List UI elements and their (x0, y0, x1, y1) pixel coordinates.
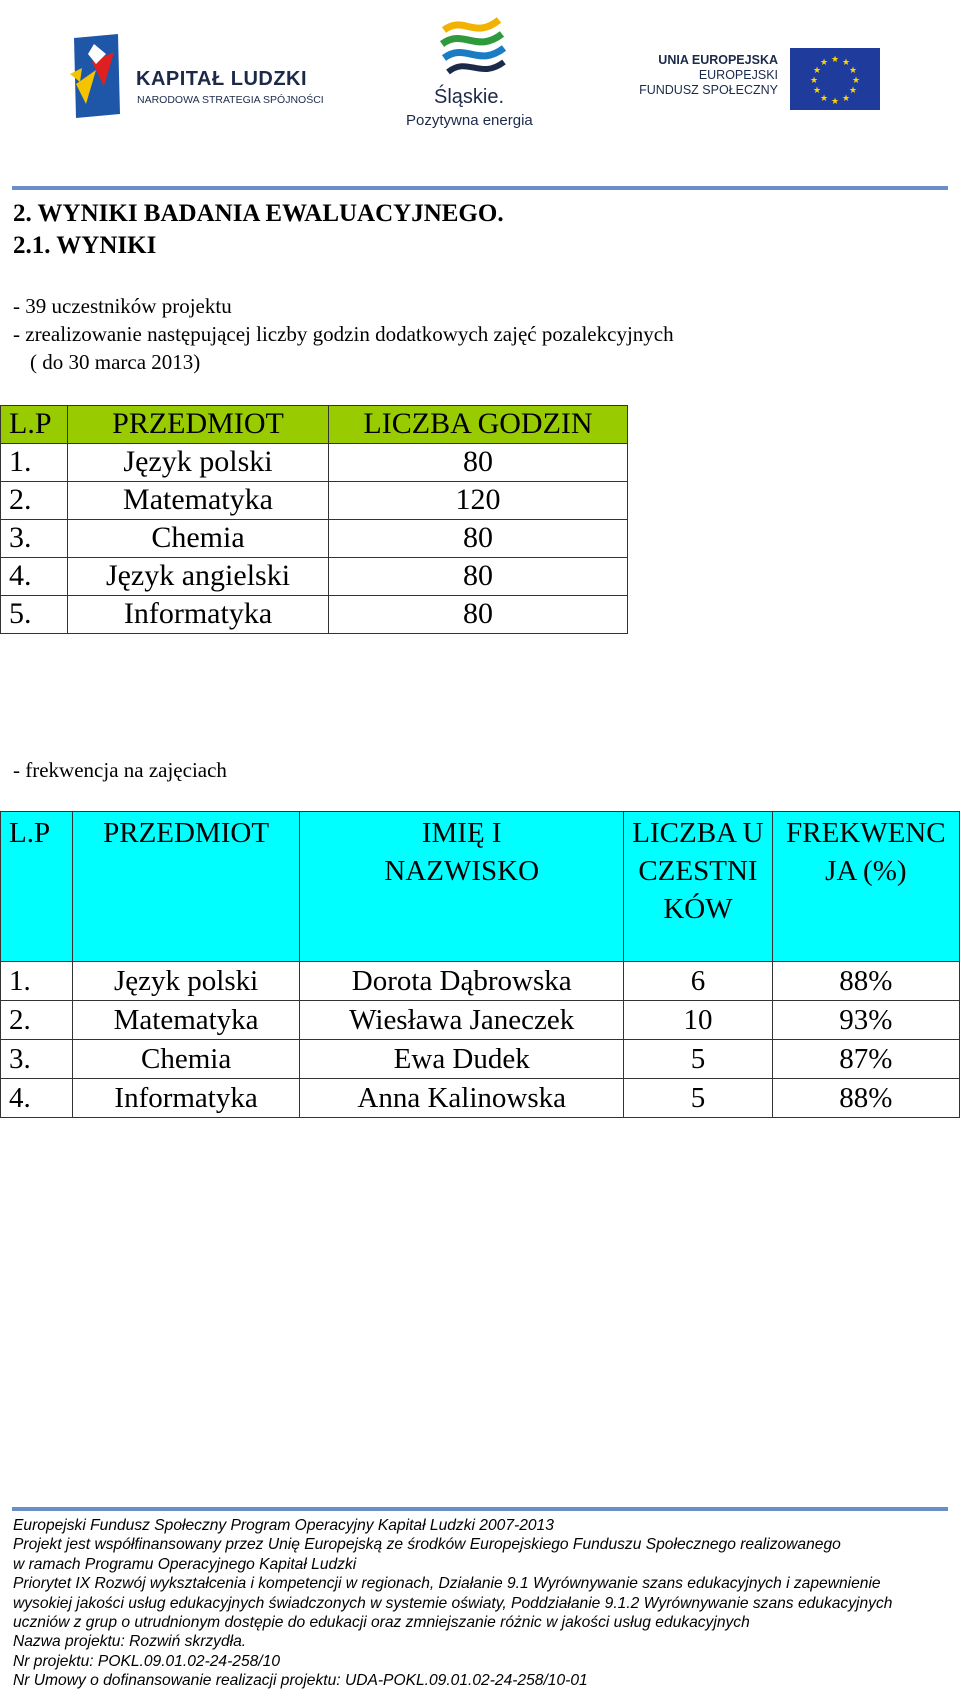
row-participants: 6 (624, 962, 772, 1001)
footer-line: Projekt jest współfinansowany przez Unię Europejską ze środków Europejskiego Funduszu Społecznego realizowanego (13, 1536, 841, 1554)
row-hours: 80 (329, 444, 628, 482)
row-subject: Matematyka (68, 482, 329, 520)
slaskie-logo (404, 10, 554, 135)
kapital-ludzki-logo (66, 38, 336, 118)
table-row (1, 520, 628, 558)
svg-text:★: ★ (812, 86, 822, 96)
subsection-heading: 2.1. WYNIKI (13, 232, 157, 259)
row-lp: 3. (1, 1040, 73, 1079)
section-heading: 2. WYNIKI BADANIA EWALUACYJNEGO. (13, 200, 504, 227)
row-hours: 80 (329, 520, 628, 558)
row-participants: 5 (624, 1040, 772, 1079)
attendance-label: - frekwencja na zajęciach (13, 758, 227, 782)
svg-text:★: ★ (848, 86, 858, 96)
hours-table-header (1, 406, 628, 444)
eu-logo (630, 45, 880, 113)
slaskie-wave-icon (434, 10, 514, 85)
row-name: Anna Kalinowska (300, 1079, 624, 1118)
row-attendance: 87% (772, 1040, 959, 1079)
svg-text:★: ★ (812, 66, 822, 76)
row-attendance: 88% (772, 1079, 959, 1118)
svg-text:★: ★ (819, 58, 829, 68)
row-subject: Język polski (72, 962, 299, 1001)
row-name: Dorota Dąbrowska (300, 962, 624, 1001)
svg-text:★: ★ (841, 94, 851, 104)
attendance-table (0, 811, 960, 1118)
svg-text:★: ★ (830, 55, 840, 65)
header-lp: L.P (1, 812, 73, 962)
intro-line-3: ( do 30 marca 2013) (30, 350, 201, 374)
header-attendance: FREKWENCJA (%) (772, 812, 959, 962)
header-hours: LICZBA GODZIN (329, 406, 628, 444)
row-lp: 2. (1, 482, 68, 520)
table-row (1, 558, 628, 596)
row-name: Ewa Dudek (300, 1040, 624, 1079)
row-subject: Informatyka (68, 596, 329, 634)
row-hours: 120 (329, 482, 628, 520)
row-attendance: 93% (772, 1001, 959, 1040)
attendance-table-header (1, 812, 960, 962)
row-subject: Chemia (68, 520, 329, 558)
table-row (1, 596, 628, 634)
eu-flag-icon (790, 48, 880, 110)
header-name: IMIĘ I NAZWISKO (300, 812, 624, 962)
table-row (1, 482, 628, 520)
header-participants: LICZBA UCZESTNIKÓW (624, 812, 772, 962)
footer-divider (12, 1507, 948, 1511)
row-subject: Język angielski (68, 558, 329, 596)
footer-line: w ramach Programu Operacyjnego Kapitał Ludzki (13, 1555, 357, 1573)
intro-line-1: - 39 uczestników projektu (13, 294, 232, 318)
row-subject: Język polski (68, 444, 329, 482)
row-lp: 1. (1, 962, 73, 1001)
header-divider (12, 186, 948, 190)
footer-line: Nazwa projektu: Rozwiń skrzydła. (13, 1633, 247, 1651)
row-subject: Informatyka (72, 1079, 299, 1118)
row-lp: 1. (1, 444, 68, 482)
eu-line-2: EUROPEJSKI (698, 68, 778, 82)
kapital-ludzki-emblem-icon (66, 34, 128, 120)
table-row (1, 1079, 960, 1118)
header-subject: PRZEDMIOT (68, 406, 329, 444)
row-lp: 3. (1, 520, 68, 558)
row-participants: 10 (624, 1001, 772, 1040)
footer-line: Nr projektu: POKL.09.01.02-24-258/10 (13, 1652, 280, 1670)
footer-line: uczniów z grup o utrudnionym dostępie do edukacji oraz zmniejszanie różnic w jakości usług edukacyjnych (13, 1614, 750, 1632)
row-lp: 4. (1, 558, 68, 596)
svg-text:★: ★ (848, 66, 858, 76)
kapital-ludzki-subtitle: NARODOWA STRATEGIA SPÓJNOŚCI (137, 94, 324, 106)
svg-text:★: ★ (830, 97, 840, 107)
footer (13, 1516, 892, 1691)
table-row (1, 962, 960, 1001)
row-name: Wiesława Janeczek (300, 1001, 624, 1040)
eu-logo-text (639, 53, 778, 98)
footer-line: wysokiej jakości usług edukacyjnych świadczonych w systemie oświaty, Poddziałanie 9.1.2 Wyrównywanie szans edukacyjnych (13, 1594, 893, 1612)
header-lp: L.P (1, 406, 68, 444)
row-hours: 80 (329, 596, 628, 634)
footer-line: Nr Umowy o dofinansowanie realizacji projektu: UDA-POKL.09.01.02-24-258/10-01 (13, 1672, 588, 1690)
svg-text:★: ★ (841, 58, 851, 68)
intro-line-2: - zrealizowanie następującej liczby godzin dodatkowych zajęć pozalekcyjnych (13, 322, 674, 346)
row-lp: 2. (1, 1001, 73, 1040)
hours-table (0, 405, 628, 634)
eu-line-1: UNIA EUROPEJSKA (658, 53, 778, 67)
footer-line: Priorytet IX Rozwój wykształcenia i kompetencji w regionach, Działanie 9.1 Wyrównywanie szans edukacyjnych i zapewnienie (13, 1575, 881, 1593)
row-participants: 5 (624, 1079, 772, 1118)
slaskie-tagline: Pozytywna energia (406, 112, 533, 129)
svg-text:★: ★ (851, 76, 861, 86)
table-row (1, 444, 628, 482)
row-hours: 80 (329, 558, 628, 596)
svg-text:★: ★ (819, 94, 829, 104)
row-lp: 4. (1, 1079, 73, 1118)
row-subject: Chemia (72, 1040, 299, 1079)
table-row (1, 1040, 960, 1079)
row-subject: Matematyka (72, 1001, 299, 1040)
svg-text:★: ★ (809, 76, 819, 86)
header-subject: PRZEDMIOT (72, 812, 299, 962)
slaskie-name: Śląskie. (434, 86, 505, 108)
row-attendance: 88% (772, 962, 959, 1001)
eu-line-3: FUNDUSZ SPOŁECZNY (639, 83, 778, 97)
row-lp: 5. (1, 596, 68, 634)
kapital-ludzki-title: KAPITAŁ LUDZKI (136, 68, 308, 90)
table-row (1, 1001, 960, 1040)
footer-line: Europejski Fundusz Społeczny Program Operacyjny Kapitał Ludzki 2007-2013 (13, 1517, 554, 1534)
